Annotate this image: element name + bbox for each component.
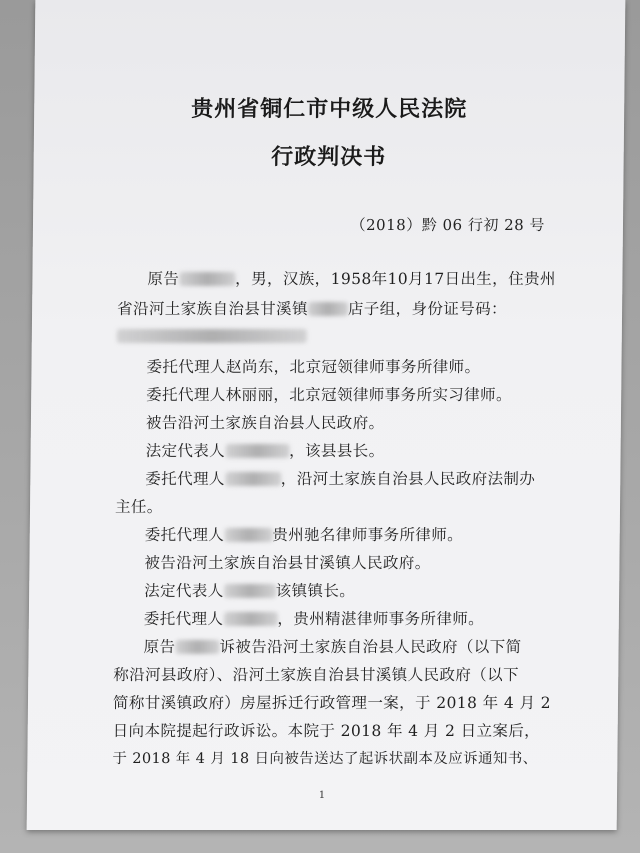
agent-line-5 [144,607,484,629]
text-segment: 省沿河土家族自治县甘溪镇 [117,300,309,318]
text-segment: 该镇镇长。 [275,582,356,600]
redacted-name [225,444,289,458]
claim-line-5: 于 2018 年 4 月 18 日向被告送达了起诉状副本及应诉通知书、 [112,751,538,767]
court-title: 贵州省铜仁市中级人民法院 [191,96,468,122]
document-type: 行政判决书 [271,144,387,170]
defendant-line-2: 被告沿河土家族自治县甘溪镇人民政府。 [144,554,431,572]
plaintiff-id-line [117,327,307,345]
case-number: （2018）黔 06 行初 28 号 [350,216,546,234]
agent-line-3-cont: 主任。 [114,498,163,516]
redacted-name [224,584,276,598]
redacted-address [308,302,348,316]
page-number: 1 [318,790,326,801]
legal-rep-line-1 [146,439,385,461]
text-segment: 委托代理人 [144,526,225,544]
claim-line-3: 简称甘溪镇政府）房屋拆迁行政管理一案，于 2018 年 4 月 2 [112,694,552,712]
redacted-name [224,528,272,542]
claim-line-2: 称沿河县政府）、沿河土家族自治县甘溪镇人民政府（以下 [113,666,520,684]
redacted-name [223,612,277,626]
text-segment: ，贵州精湛律师事务所律师。 [277,610,485,628]
text-segment: 店子组，身份证号码： [347,300,508,318]
text-segment: 诉被告沿河土家族自治县人民政府（以下简 [219,638,522,656]
legal-rep-line-2 [144,579,355,601]
redacted-id-number [117,329,307,343]
text-segment: 原告 [143,638,176,656]
redacted-name [175,640,219,654]
agent-line-2: 委托代理人林丽丽，北京冠领律师事务所实习律师。 [146,386,513,404]
document-page [27,0,626,830]
text-segment: ，男，汉族，1958年10月17日出生，住贵州 [235,270,556,288]
plaintiff-line-1 [147,267,556,289]
redacted-name [225,472,281,486]
agent-line-1: 委托代理人赵尚东，北京冠领律师事务所律师。 [146,358,481,376]
redacted-name [179,272,235,286]
text-segment: ，该县县长。 [289,442,385,460]
claim-line-1 [143,635,521,657]
text-segment: 法定代表人 [144,582,224,600]
claim-line-4: 日向本院提起行政诉讼。本院于 2018 年 4 月 2 日立案后， [112,722,541,740]
agent-line-4 [145,523,464,545]
plaintiff-line-2 [117,297,507,319]
agent-line-3 [145,467,535,489]
text-segment: 委托代理人 [145,470,225,488]
text-segment: ，沿河土家族自治县人民政府法制办 [280,470,536,488]
defendant-line-1: 被告沿河土家族自治县人民政府。 [145,414,385,432]
text-segment: 贵州驰名律师事务所律师。 [272,526,464,544]
text-segment: 法定代表人 [145,442,226,460]
text-segment: 委托代理人 [143,610,224,628]
text-segment: 原告 [147,270,180,288]
